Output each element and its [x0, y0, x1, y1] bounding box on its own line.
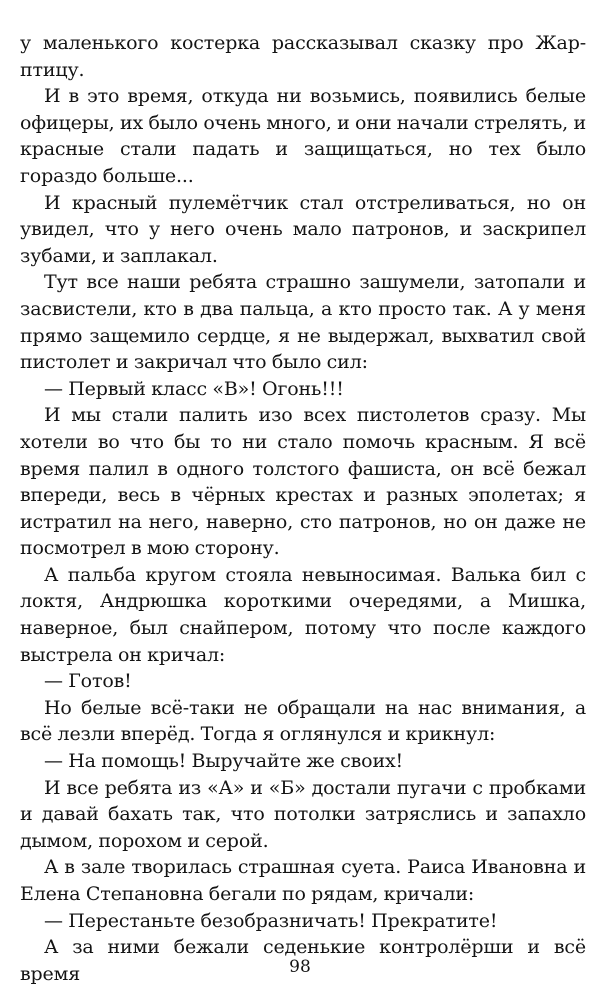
paragraph: И в это время, откуда ни возьмись, появились белые офицеры, их было очень много, и они начали стрелять, и красные стали падать и защищаться, но тех было гораздо больше...	[20, 85, 586, 187]
paragraph: у маленького костерка рассказывал сказку про Жар-птицу.	[20, 32, 586, 81]
paragraph: Но белые всё-таки не обращали на нас внимания, а всё лезли вперёд. Тогда я оглянулся и крикнул:	[20, 696, 586, 746]
dialogue-line: — Перестаньте безобразничать! Прекратите!	[44, 909, 498, 932]
paragraph: А в зале творилась страшная суета. Раиса Ивановна и Елена Степановна бегали по рядам, кричали:	[20, 856, 586, 905]
paragraph: А за ними бежали седенькие контролёрши и всё время	[20, 936, 586, 985]
body-text	[20, 30, 586, 987]
paragraph: Тут все наши ребята страшно зашумели, затопали и засвистели, кто в два пальца, а кто просто так. А у меня прямо защемило сердце, я не выдержал, выхватил свой пистолет и закричал что было сил:	[20, 271, 586, 374]
dialogue-line: — На помощь! Выручайте же своих!	[44, 750, 404, 773]
paragraph: А пальба кругом стояла невыносимая. Валька бил с локтя, Андрюшка короткими очередями, а Мишка, наверное, был снайпером, потому что после каждого выстрела он кричал:	[20, 563, 586, 666]
dialogue-line: — Готов!	[44, 670, 132, 693]
paragraph: И мы стали палить изо всех пистолетов сразу. Мы хотели во что бы то ни стало помочь красным. Я всё время палил в одного толстого фашиста, он всё бежал впереди, весь в чёрных крестах и разных эполетах; я истратил на него, наверно, сто патронов, но он даже не посмотрел в мою сторону.	[20, 404, 586, 560]
paragraph: И все ребята из «А» и «Б» достали пугачи с пробками и давай бахать так, что потолки затряслись и запахло дымом, порохом и серой.	[20, 776, 586, 852]
page-number: 98	[289, 957, 311, 977]
paragraph: И красный пулемётчик стал отстреливаться, но он увидел, что у него очень мало патронов, и заскрипел зубами, и заплакал.	[20, 191, 586, 267]
dialogue-line: — Первый класс «В»! Огонь!!!	[44, 377, 344, 400]
